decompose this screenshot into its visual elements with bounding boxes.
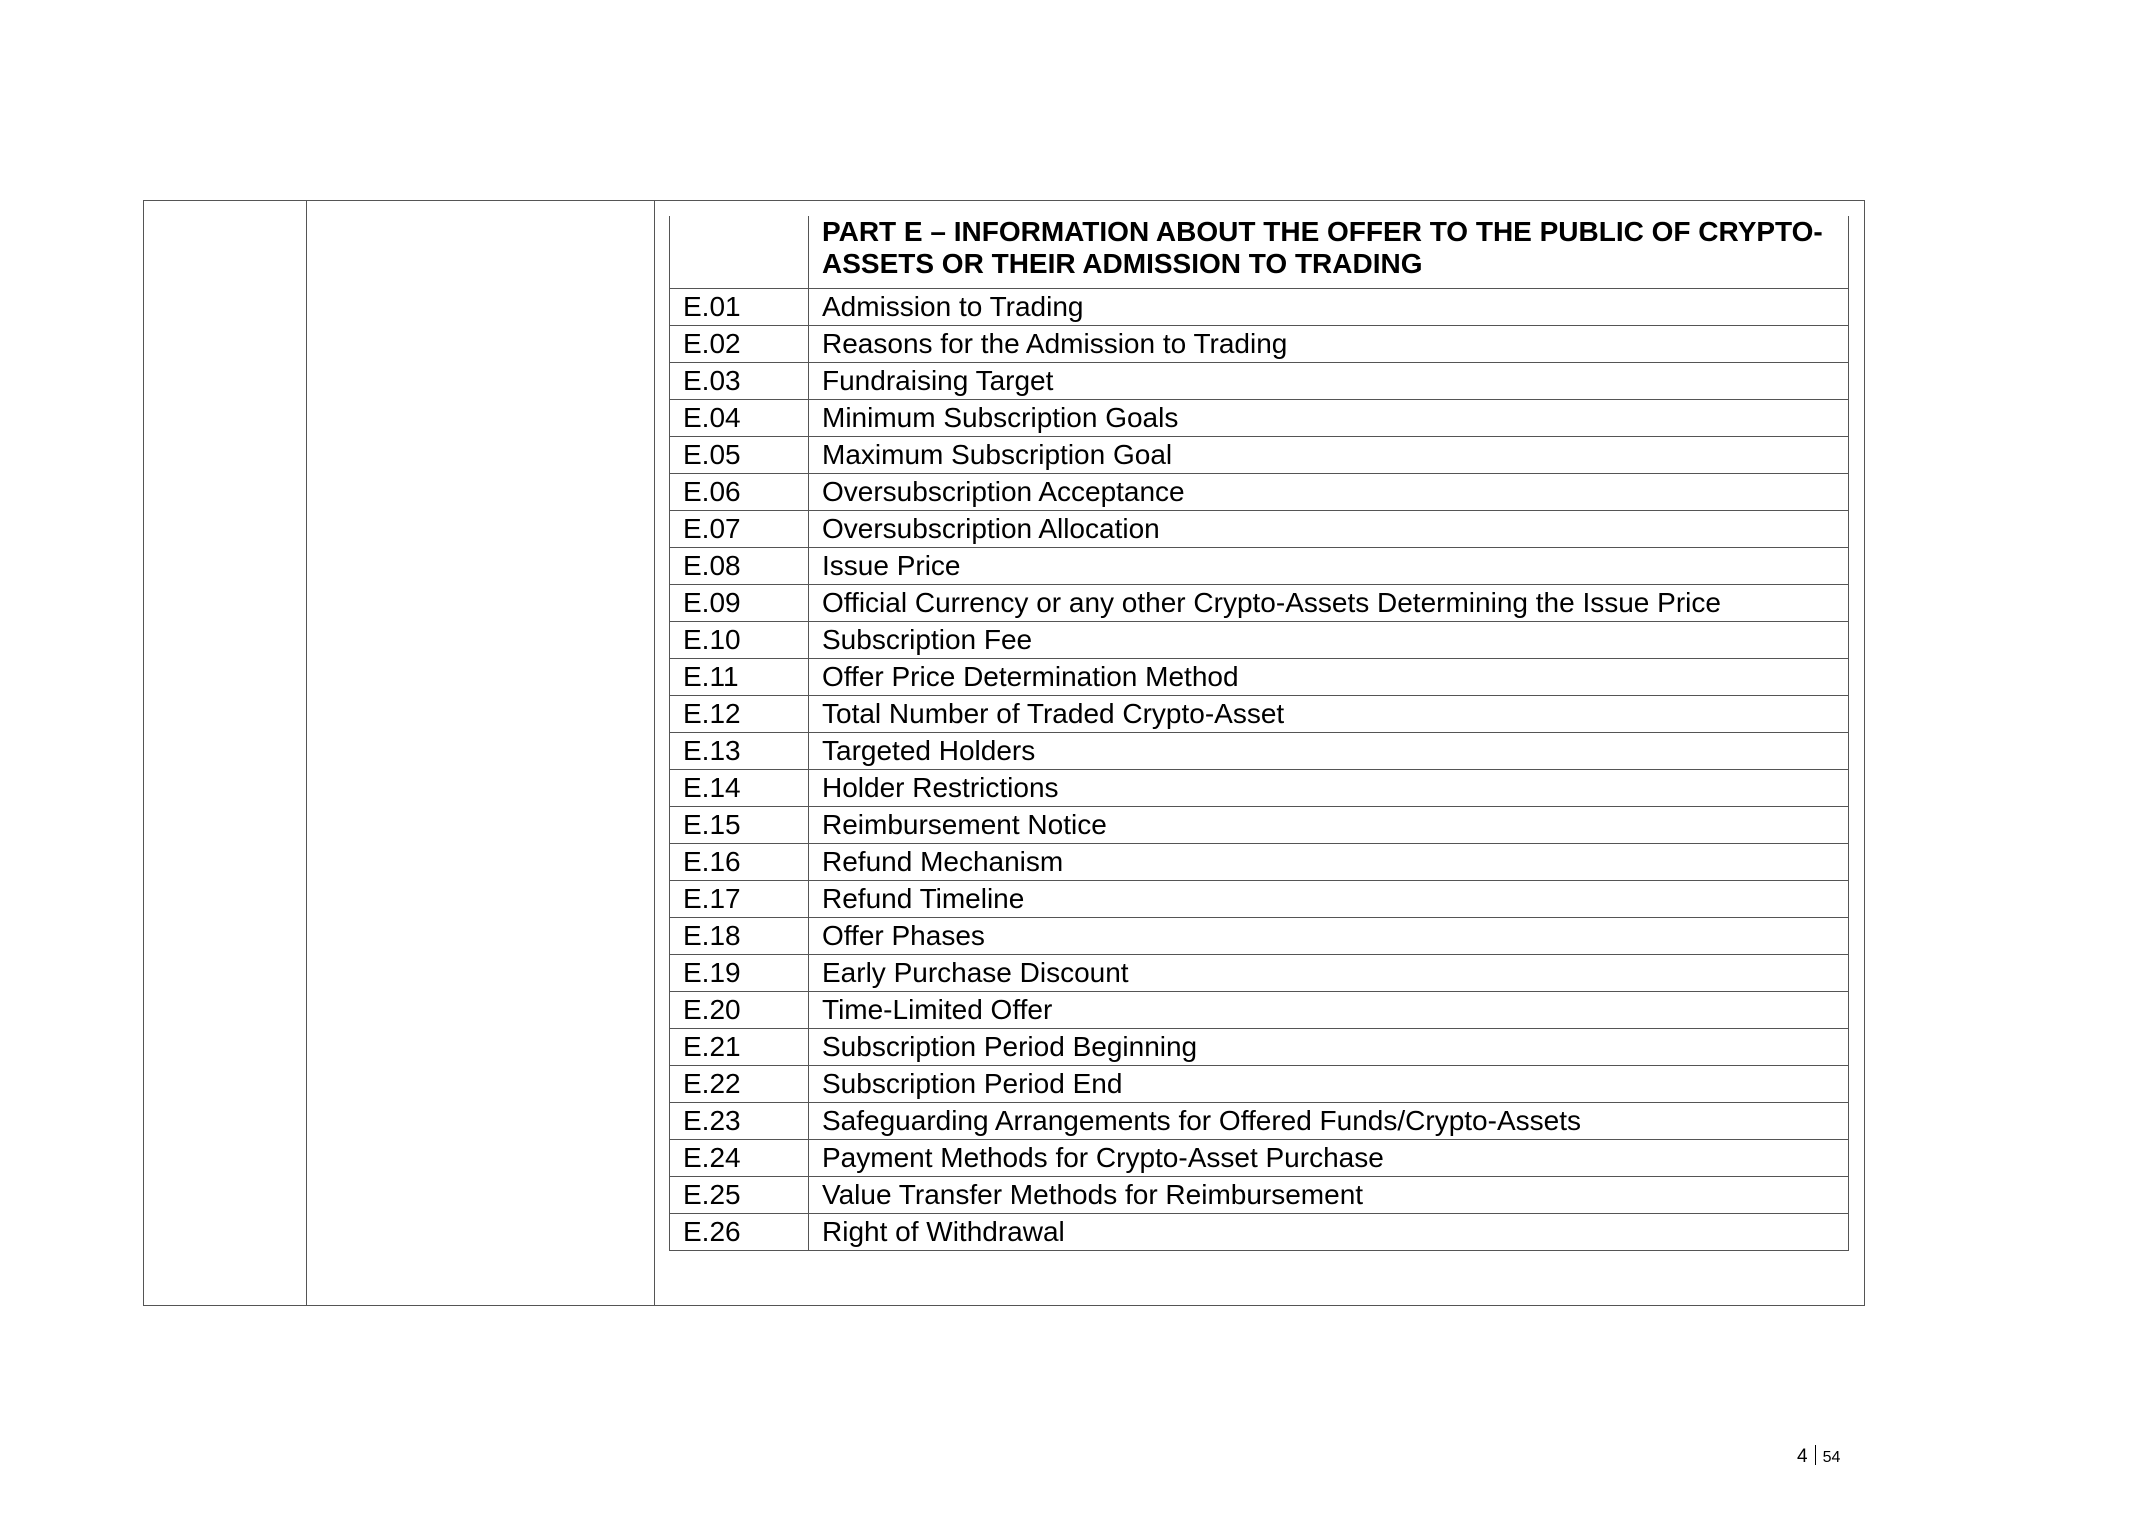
row-label: Targeted Holders <box>809 733 1849 770</box>
row-label: Reasons for the Admission to Trading <box>809 326 1849 363</box>
table-row <box>670 400 1849 437</box>
row-label: Offer Price Determination Method <box>809 659 1849 696</box>
row-code: E.09 <box>670 585 809 622</box>
row-code: E.12 <box>670 696 809 733</box>
row-label: Subscription Period End <box>809 1066 1849 1103</box>
table-row <box>670 770 1849 807</box>
row-code: E.07 <box>670 511 809 548</box>
table-row <box>670 1177 1849 1214</box>
row-code: E.16 <box>670 844 809 881</box>
row-label: Safeguarding Arrangements for Offered Funds/Crypto-Assets <box>809 1103 1849 1140</box>
table-row <box>670 326 1849 363</box>
table-row <box>670 992 1849 1029</box>
row-code: E.05 <box>670 437 809 474</box>
table-row <box>670 733 1849 770</box>
header-code-cell <box>670 216 809 289</box>
table-row <box>670 807 1849 844</box>
table-row <box>670 511 1849 548</box>
row-label: Refund Mechanism <box>809 844 1849 881</box>
row-code: E.25 <box>670 1177 809 1214</box>
row-label: Refund Timeline <box>809 881 1849 918</box>
row-label: Oversubscription Allocation <box>809 511 1849 548</box>
table-row <box>670 918 1849 955</box>
row-code: E.13 <box>670 733 809 770</box>
row-code: E.20 <box>670 992 809 1029</box>
row-label: Offer Phases <box>809 918 1849 955</box>
page-total: 54 <box>1822 1449 1841 1466</box>
row-code: E.08 <box>670 548 809 585</box>
row-code: E.01 <box>670 289 809 326</box>
row-code: E.15 <box>670 807 809 844</box>
row-label: Fundraising Target <box>809 363 1849 400</box>
section-title: PART E – INFORMATION ABOUT THE OFFER TO THE PUBLIC OF CRYPTO-ASSETS OR THEIR ADMISSION TO TRADING <box>809 216 1849 289</box>
row-label: Subscription Fee <box>809 622 1849 659</box>
outer-table <box>143 200 1865 1306</box>
row-label: Right of Withdrawal <box>809 1214 1849 1251</box>
row-label: Issue Price <box>809 548 1849 585</box>
table-row <box>670 844 1849 881</box>
table-row <box>670 363 1849 400</box>
row-code: E.14 <box>670 770 809 807</box>
row-code: E.04 <box>670 400 809 437</box>
row-label: Time-Limited Offer <box>809 992 1849 1029</box>
section-e-table <box>669 216 1849 1251</box>
table-row <box>670 1103 1849 1140</box>
row-label: Admission to Trading <box>809 289 1849 326</box>
row-code: E.24 <box>670 1140 809 1177</box>
row-code: E.02 <box>670 326 809 363</box>
table-row <box>670 1066 1849 1103</box>
outer-column-divider-1 <box>306 201 307 1305</box>
row-label: Total Number of Traded Crypto-Asset <box>809 696 1849 733</box>
row-label: Oversubscription Acceptance <box>809 474 1849 511</box>
row-label: Reimbursement Notice <box>809 807 1849 844</box>
row-label: Official Currency or any other Crypto-Assets Determining the Issue Price <box>809 585 1849 622</box>
row-label: Payment Methods for Crypto-Asset Purchase <box>809 1140 1849 1177</box>
row-label: Subscription Period Beginning <box>809 1029 1849 1066</box>
table-row <box>670 548 1849 585</box>
page-number <box>1797 1445 1840 1469</box>
row-code: E.11 <box>670 659 809 696</box>
row-label: Minimum Subscription Goals <box>809 400 1849 437</box>
row-code: E.23 <box>670 1103 809 1140</box>
row-code: E.17 <box>670 881 809 918</box>
row-code: E.22 <box>670 1066 809 1103</box>
table-row <box>670 881 1849 918</box>
row-code: E.18 <box>670 918 809 955</box>
row-code: E.10 <box>670 622 809 659</box>
row-code: E.19 <box>670 955 809 992</box>
row-code: E.21 <box>670 1029 809 1066</box>
table-row <box>670 474 1849 511</box>
table-row <box>670 659 1849 696</box>
table-row <box>670 622 1849 659</box>
row-label: Holder Restrictions <box>809 770 1849 807</box>
outer-column-divider-2 <box>654 201 655 1305</box>
row-label: Maximum Subscription Goal <box>809 437 1849 474</box>
row-code: E.26 <box>670 1214 809 1251</box>
section-header-row <box>670 216 1849 289</box>
row-code: E.03 <box>670 363 809 400</box>
row-label: Value Transfer Methods for Reimbursement <box>809 1177 1849 1214</box>
table-row <box>670 1029 1849 1066</box>
row-label: Early Purchase Discount <box>809 955 1849 992</box>
page-separator <box>1815 1445 1816 1465</box>
table-row <box>670 696 1849 733</box>
table-row <box>670 289 1849 326</box>
table-row <box>670 1214 1849 1251</box>
row-code: E.06 <box>670 474 809 511</box>
table-row <box>670 437 1849 474</box>
table-row <box>670 1140 1849 1177</box>
table-row <box>670 955 1849 992</box>
page-current: 4 <box>1797 1446 1808 1467</box>
table-row <box>670 585 1849 622</box>
